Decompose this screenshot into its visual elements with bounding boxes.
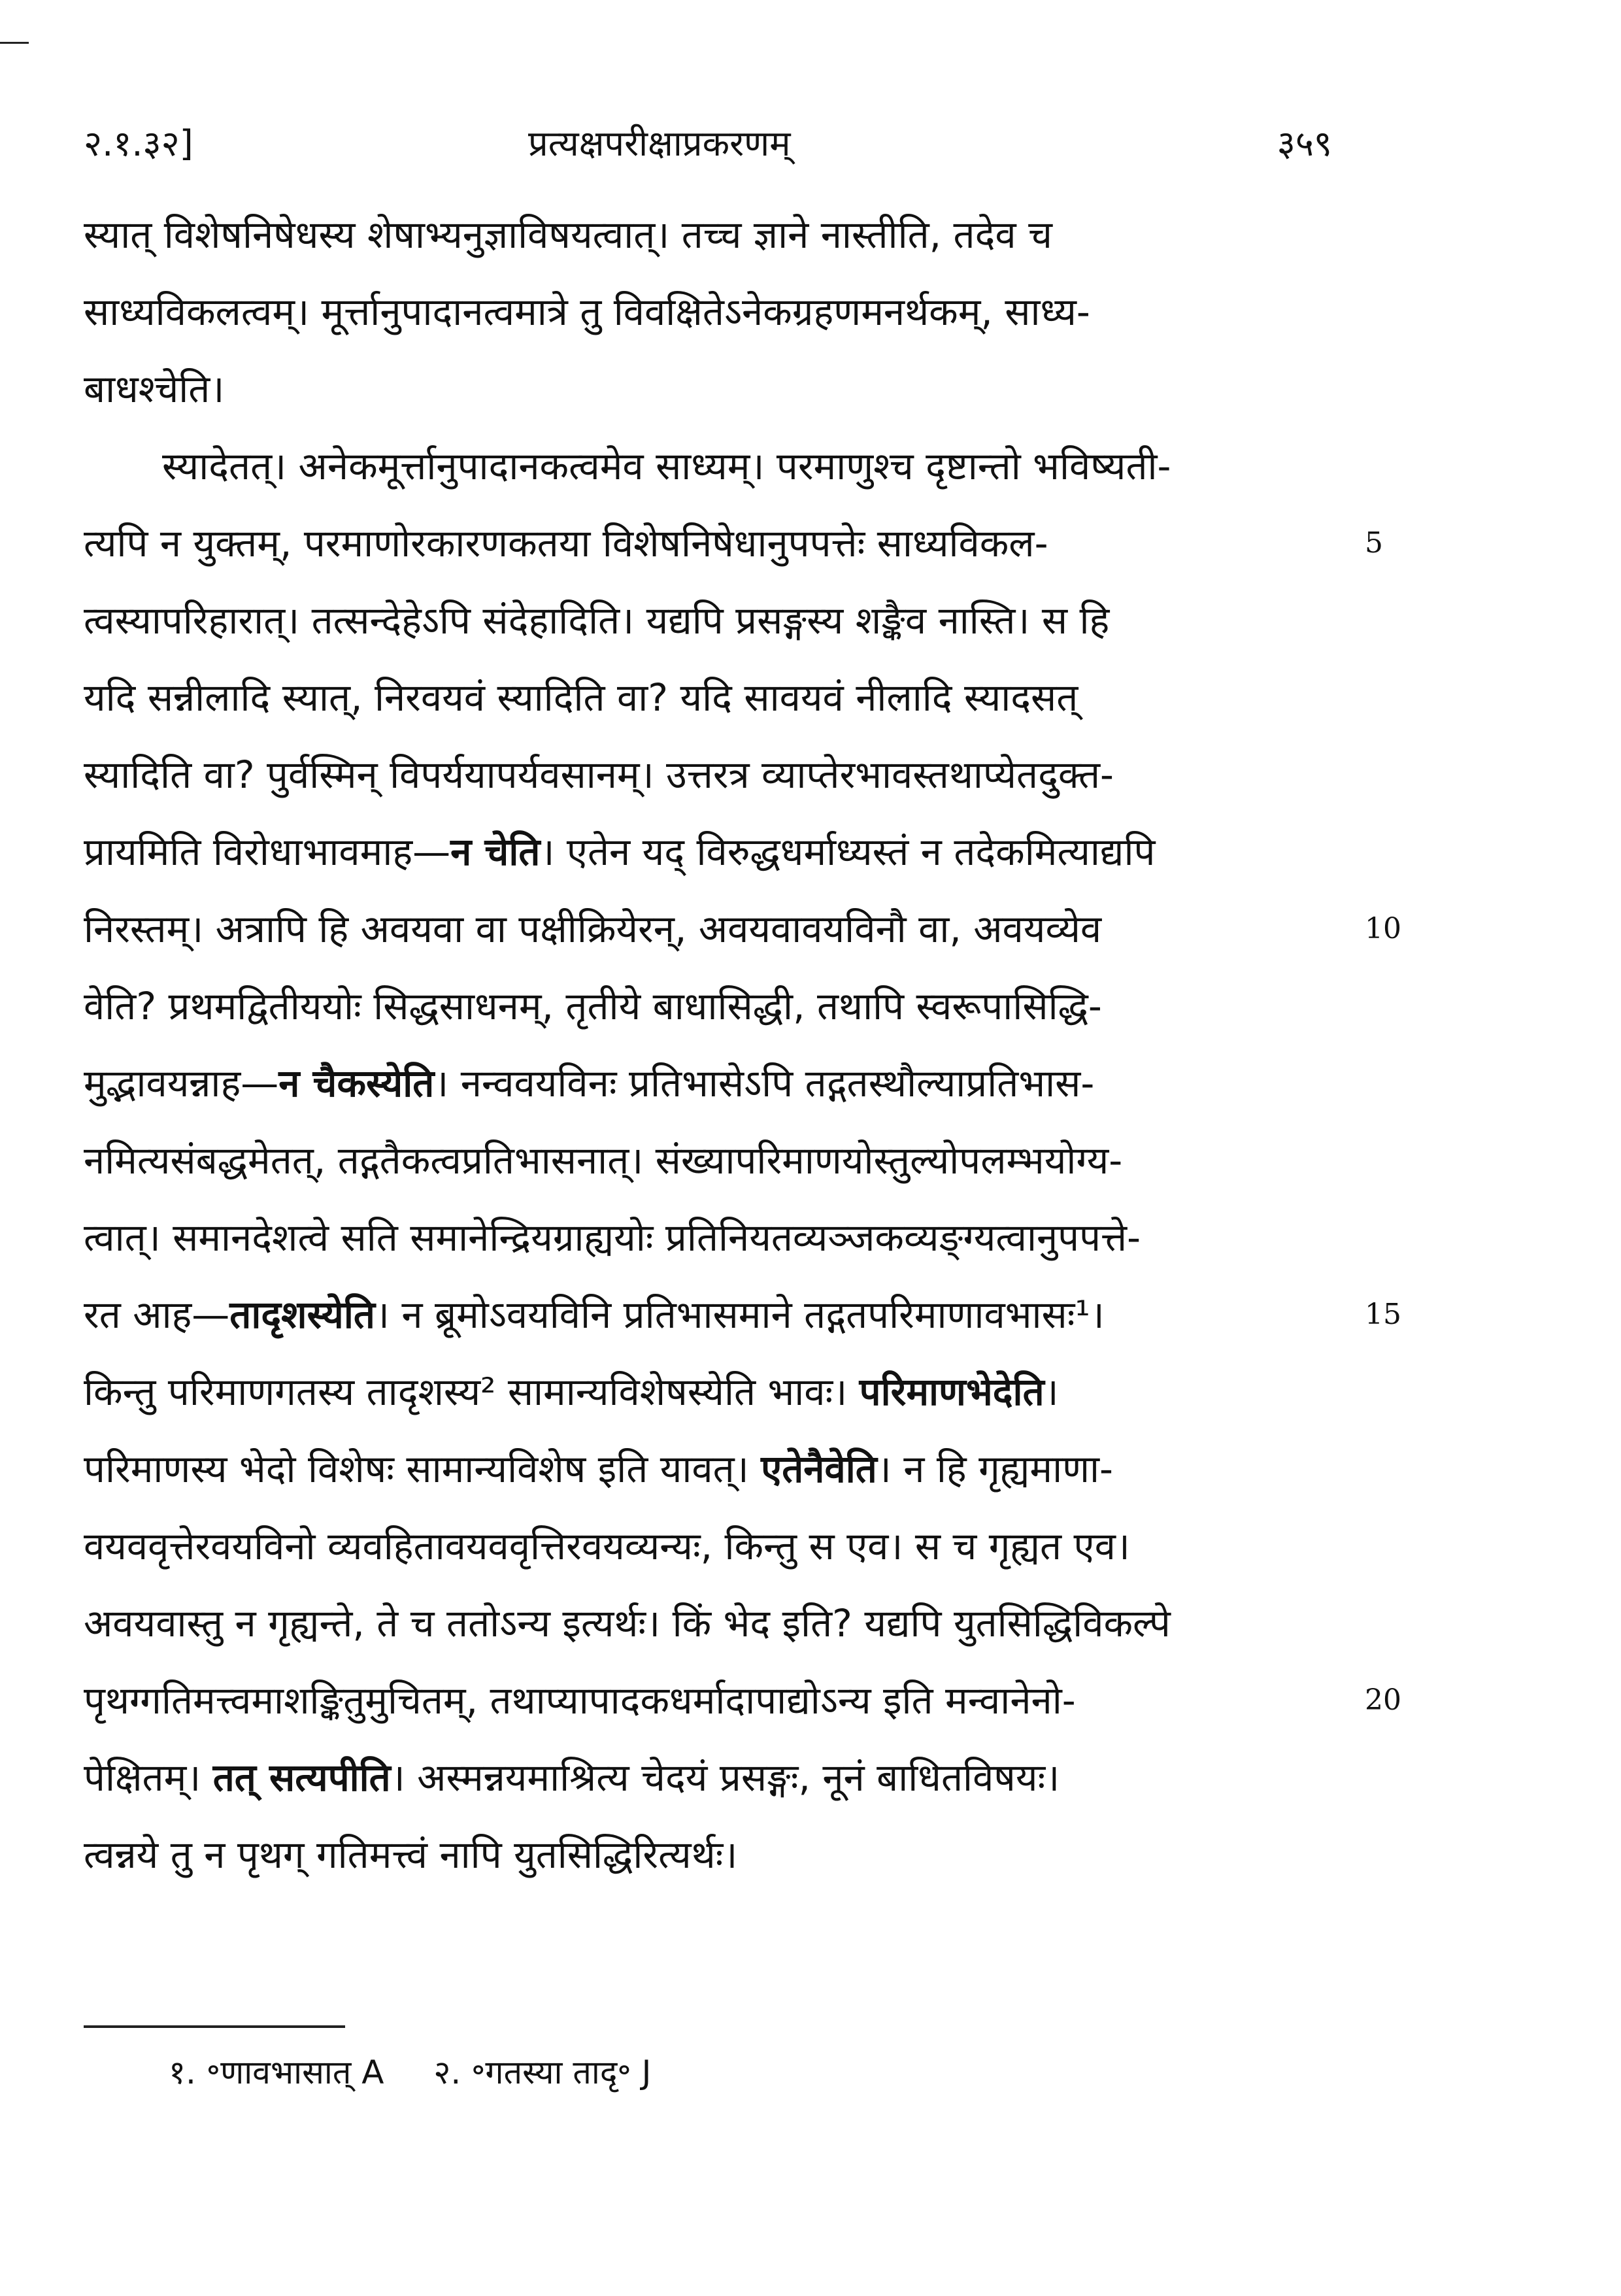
text-line bbox=[84, 813, 1326, 890]
footnote-1: १. ॰णावभासात् A bbox=[169, 2053, 384, 2091]
line-number: 15 bbox=[1365, 1298, 1401, 1331]
line-text: नमित्यसंबद्धमेतत्, तद्गतैकत्वप्रतिभासनात्। संख्यापरिमाणयोस्तुल्योपलम्भयोग्य- bbox=[84, 1138, 1123, 1183]
text-line bbox=[84, 736, 1326, 813]
line-text: वेति? प्रथमद्वितीययोः सिद्धसाधनम्, तृतीये बाधासिद्धी, तथापि स्वरूपासिद्धि- bbox=[84, 984, 1102, 1028]
text-line bbox=[84, 1816, 1326, 1893]
line-text: किन्तु परिमाणगतस्य तादृशस्य² सामान्यविशेषस्येति भावः। bbox=[84, 1370, 860, 1414]
line-text: । न हि गृह्यमाणा- bbox=[877, 1447, 1113, 1491]
running-header bbox=[84, 118, 1332, 170]
line-text: पेक्षितम्। bbox=[84, 1755, 213, 1800]
section-reference: २.१.३२] bbox=[84, 123, 193, 164]
line-text: साध्यविकलत्वम्। मूर्त्तानुपादानत्वमात्रे तु विवक्षितेऽनेकग्रहणमनर्थकम्, साध्य- bbox=[84, 290, 1090, 334]
text-line bbox=[84, 1353, 1326, 1430]
line-text: वयववृत्तेरवयविनो व्यवहितावयववृत्तिरवयव्यन्यः, किन्तु स एव। स च गृह्यत एव। bbox=[84, 1524, 1130, 1568]
footnote-2: २. ॰गतस्या तादृ॰ J bbox=[433, 2053, 652, 2091]
line-text: मुद्भावयन्नाह— bbox=[84, 1061, 279, 1106]
text-line bbox=[84, 1739, 1326, 1816]
text-line bbox=[84, 1585, 1326, 1662]
line-number: 20 bbox=[1365, 1683, 1401, 1717]
line-text: त्यपि न युक्तम्, परमाणोरकारणकतया विशेषनिषेधानुपपत्तेः साध्यविकल- bbox=[84, 521, 1048, 566]
line-text: त्वस्यापरिहारात्। तत्सन्देहेऽपि संदेहादिति। यद्यपि प्रसङ्गस्य शङ्कैव नास्ति। स हि bbox=[84, 598, 1110, 643]
line-text: । न ब्रूमोऽवयविनि प्रतिभासमाने तद्गतपरिमाणावभासः¹। bbox=[375, 1292, 1105, 1337]
text-line bbox=[84, 273, 1326, 350]
line-text: त्वन्नये तु न पृथग् गतिमत्त्वं नापि युतसिद्धिरित्यर्थः। bbox=[84, 1832, 738, 1877]
bold-lemma: न चेति bbox=[450, 830, 541, 874]
text-line bbox=[84, 1276, 1326, 1353]
line-text: स्यादेतत्। अनेकमूर्त्तानुपादानकत्वमेव साध्यम्। परमाणुश्च दृष्टान्तो भविष्यती- bbox=[162, 444, 1171, 488]
bold-lemma: एतेनैवेति bbox=[761, 1447, 877, 1491]
page-number: ३५९ bbox=[1277, 123, 1332, 164]
line-text: । अस्मन्नयमाश्रित्य चेदयं प्रसङ्गः, नूनं बाधितविषयः। bbox=[390, 1755, 1060, 1800]
footnotes bbox=[169, 2046, 690, 2099]
text-line bbox=[84, 890, 1326, 968]
line-text: निरस्तम्। अत्रापि हि अवयवा वा पक्षीक्रियेरन्, अवयवावयविनौ वा, अवयव्येव bbox=[84, 907, 1102, 951]
line-number: 5 bbox=[1365, 526, 1383, 560]
line-text: । नन्ववयविनः प्रतिभासेऽपि तद्गतस्थौल्याप्रतिभास- bbox=[434, 1061, 1095, 1106]
body-text bbox=[84, 196, 1326, 1893]
bold-lemma: न चैकस्येति bbox=[278, 1061, 435, 1106]
line-text: प्रायमिति विरोधाभावमाह— bbox=[84, 830, 451, 874]
text-line bbox=[84, 1122, 1326, 1199]
text-line bbox=[84, 968, 1326, 1045]
line-text: । bbox=[1044, 1370, 1059, 1414]
text-line bbox=[84, 1430, 1326, 1508]
text-line bbox=[84, 1199, 1326, 1276]
line-text: परिमाणस्य भेदो विशेषः सामान्यविशेष इति यावत्। bbox=[84, 1447, 761, 1491]
bold-lemma: तादृशस्येति bbox=[229, 1292, 375, 1337]
text-line bbox=[84, 1662, 1326, 1739]
line-text: पृथग्गतिमत्त्वमाशङ्कितुमुचितम्, तथाप्यापादकधर्मादापाद्योऽन्य इति मन्वानेनो- bbox=[84, 1678, 1076, 1723]
text-line bbox=[84, 428, 1326, 505]
line-text: यदि सन्नीलादि स्यात्, निरवयवं स्यादिति वा? यदि सावयवं नीलादि स्यादसत् bbox=[84, 675, 1078, 720]
footnote-rule bbox=[84, 2025, 345, 2028]
text-line bbox=[84, 659, 1326, 736]
bold-lemma: तत् सत्यपीति bbox=[212, 1755, 391, 1800]
text-line bbox=[84, 582, 1326, 659]
line-text: अवयवास्तु न गृह्यन्ते, ते च ततोऽन्य इत्यर्थः। किं भेद इति? यद्यपि युतसिद्धिविकल्पे bbox=[84, 1601, 1171, 1646]
text-line bbox=[84, 196, 1326, 273]
line-text: त्वात्। समानदेशत्वे सति समानेन्द्रियग्राह्ययोः प्रतिनियतव्यञ्जकव्यङ्ग्यत्वानुपपत्ते- bbox=[84, 1215, 1141, 1260]
line-text: स्यात् विशेषनिषेधस्य शेषाभ्यनुज्ञाविषयत्वात्। तच्च ज्ञाने नास्तीति, तदेव च bbox=[84, 212, 1052, 257]
line-text: रत आह— bbox=[84, 1292, 230, 1337]
corner-mark bbox=[0, 42, 29, 44]
text-line bbox=[84, 1045, 1326, 1122]
text-line bbox=[84, 505, 1326, 582]
line-text: स्यादिति वा? पुर्वस्मिन् विपर्ययापर्यवसानम्। उत्तरत्र व्याप्तेरभावस्तथाप्येतदुक्त- bbox=[84, 752, 1114, 797]
line-text: । एतेन यद् विरुद्धधर्माध्यस्तं न तदेकमित्याद्यपि bbox=[540, 830, 1156, 874]
text-line bbox=[84, 1508, 1326, 1585]
text-line bbox=[84, 350, 1326, 428]
running-title: प्रत्यक्षपरीक्षाप्रकरणम् bbox=[528, 123, 791, 164]
line-text: बाधश्चेति। bbox=[84, 367, 225, 411]
line-number: 10 bbox=[1365, 912, 1401, 945]
bold-lemma: परिमाणभेदेति bbox=[859, 1370, 1044, 1414]
